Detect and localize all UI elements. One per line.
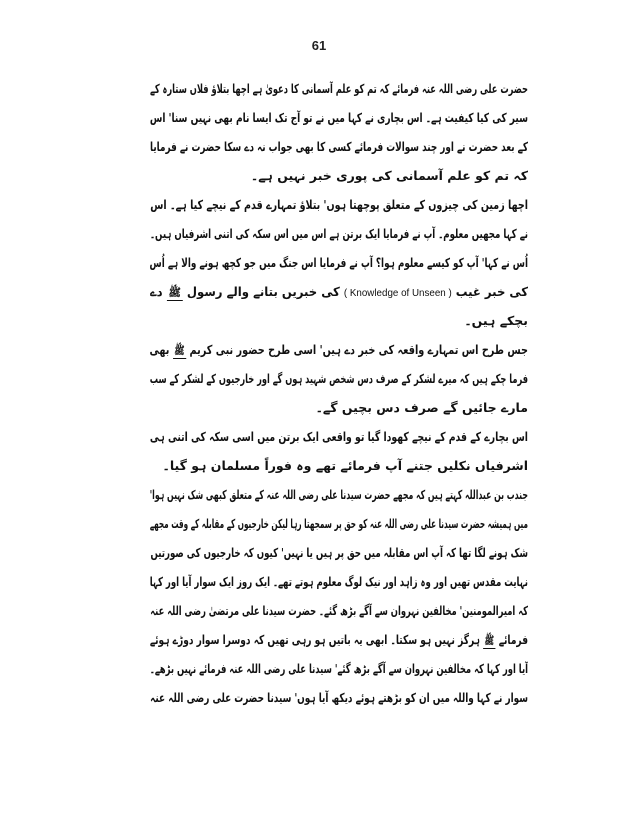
text-line-5: اچھا زمین کی چیزوں کے متعلق پوچھتا ہوں' بتلاؤ تمہارے قدم کے نیچے کیا ہے۔ اس bbox=[150, 197, 528, 212]
text-line-8-tail: کی خبریں بتانے والے رسول bbox=[186, 284, 340, 299]
text-line-20 bbox=[150, 625, 528, 654]
text-line-21: آیا اور کہا کہ مخالفین نہروان سے آگے بڑھ گئے' سیدنا علی رضی اللہ عنہ فرمائے نہیں بڑھے۔ bbox=[150, 661, 528, 676]
text-line-2: سیر کی کیا کیفیت ہے۔ اس بچاری نے کہا میں نے تو آج تک ایسا نام بھی نہیں سنا' اس bbox=[150, 110, 528, 125]
text-line-7: اُس نے کہا' آپ کو کیسے معلوم ہوا؟ آپ نے فرمایا اس جنگ میں جو کچھ ہونے والا ہے اُس bbox=[149, 255, 528, 270]
text-line-8-start: کی خبر غیب bbox=[455, 284, 528, 299]
text-line-14: اشرفیاں نکلیں جتنے آپ فرمائے تھے وہ فوراً مسلمان ہو گیا۔ bbox=[162, 458, 528, 473]
text-line-4: کہ تم کو علم آسمانی کی پوری خبر نہیں ہے۔ bbox=[250, 168, 528, 183]
honorific-mark: ﷺ bbox=[168, 286, 181, 299]
text-line-8 bbox=[150, 277, 528, 306]
text-line-12: مارے جائیں گے صرف دس بچیں گے۔ bbox=[315, 400, 528, 415]
text-line-8-end: دے bbox=[150, 284, 163, 299]
honorific-mark: ﷺ bbox=[484, 634, 495, 647]
honorific-mark: ﷺ bbox=[174, 344, 185, 357]
urdu-text-body bbox=[150, 74, 528, 712]
text-line-3: کے بعد حضرت نے اور چند سوالات فرمائے کسی کا بھی جواب نہ دے سکا حضرت نے فرمایا bbox=[150, 139, 528, 154]
text-line-15: جندب بن عبداللہ کہتے ہیں کہ مجھے حضرت سیدنا علی رضی اللہ عنہ کے متعلق کبھی شک نہیں ہوا' bbox=[149, 487, 528, 502]
text-line-16: میں ہمیشہ حضرت سیدنا علی رضی اللہ عنہ کو حق پر سمجھتا رہا لیکن خارجیوں کے مقابلہ کے وقت مجھے bbox=[149, 516, 528, 531]
text-line-1: حضرت علی رضی اللہ عنہ فرمائے کہ تم کو علم آسمانی کا دعویٰ ہے اچھا بتلاؤ فلاں ستارہ کے bbox=[150, 81, 528, 96]
english-term: ( Knowledge of Unseen ) bbox=[343, 287, 452, 299]
text-line-10-start: جس طرح اس تمہارے واقعہ کی خبر دے ہیں' اسی طرح حضور نبی کریم bbox=[189, 342, 528, 357]
text-line-10 bbox=[150, 335, 528, 364]
text-line-6: نے کہا مجھیں معلوم۔ آپ نے فرمایا ایک برتن ہے اس میں اس سکہ کی اتنی اشرفیاں ہیں۔ bbox=[150, 226, 528, 241]
text-line-11: فرما چکے ہیں کہ میرے لشکر کے صرف دس شخص شہید ہوں گے اور خارجیوں کے لشکر کے سب bbox=[149, 371, 528, 386]
text-line-9: بچکے ہیں۔ bbox=[464, 313, 528, 328]
text-line-20-start: فرمائے bbox=[498, 632, 528, 647]
text-line-18: نہایت مقدس تھیں اور وہ زاہد اور نیک لوگ معلوم ہوتے تھے۔ ایک روز ایک سوار آیا اور کہا bbox=[149, 574, 528, 589]
text-line-22: سوار نے کہا واللہ میں ان کو بڑھتے ہوئے دیکھ آیا ہوں' سیدنا حضرت علی رضی اللہ عنہ bbox=[150, 690, 528, 705]
text-line-17: شک ہونے لگا تھا کہ آپ اس مقابلہ میں حق پر ہیں یا نہیں' کیوں کہ خارجیوں کی صورتیں bbox=[150, 545, 528, 560]
text-line-10-end: بھی bbox=[149, 342, 170, 357]
page-number: 61 bbox=[311, 38, 327, 53]
text-line-20-rest: ہرگز نہیں ہو سکتا۔ ابھی یہ باتیں ہو رہی تھیں کہ دوسرا سوار دوڑے ہوئے bbox=[150, 632, 480, 647]
text-line-13: اس بچارے کے قدم کے نیچے کھودا گیا تو واقعی ایک برتن میں اسی سکہ کی اتنی ہی bbox=[149, 429, 528, 444]
text-line-19: کہ امیرالمومنین' مخالفین نہروان سے آگے بڑھ گئے۔ حضرت سیدنا علی مرتضیٰ رضی اللہ عنہ bbox=[150, 603, 528, 618]
